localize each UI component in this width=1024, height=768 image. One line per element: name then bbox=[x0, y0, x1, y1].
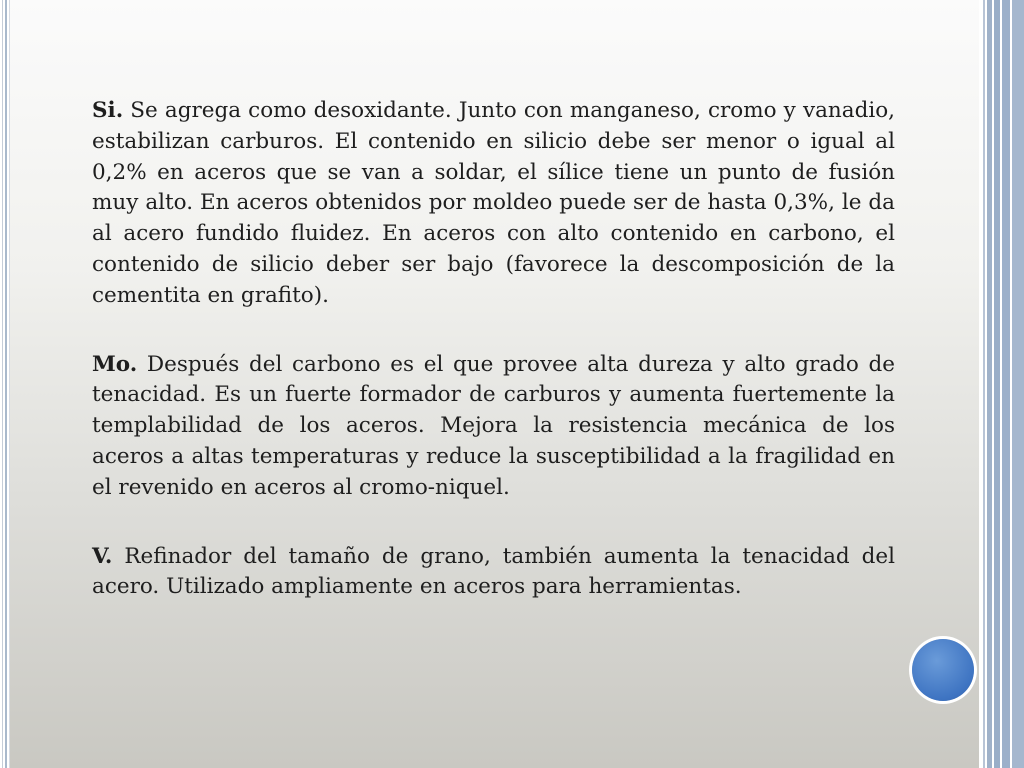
paragraph-text: Después del carbono es el que provee alta dureza y alto grado de tenacidad. Es un fuerte formador de carburos y aumenta fuertemente la templabilidad de los aceros. Mejora la resistencia mecánica de los aceros a altas temperaturas y reduce la susceptibilidad a la fragilidad en el revenido en aceros al cromo-niquel. bbox=[92, 351, 895, 500]
element-label: V. bbox=[92, 543, 113, 569]
paragraph-text: Se agrega como desoxidante. Junto con manganeso, cromo y vanadio, estabilizan carburos. El contenido en silicio debe ser menor o igual al 0,2% en aceros que se van a soldar, el sílice tiene un punto de fusión muy alto. En aceros obtenidos por moldeo puede ser de hasta 0,3%, le da al acero fundido fluidez. En aceros con alto contenido en carbono, el contenido de silicio deber ser bajo (favorece la descomposición de la cementita en grafito). bbox=[92, 98, 895, 308]
paragraph-si bbox=[92, 96, 895, 312]
left-decorative-border bbox=[0, 0, 12, 768]
element-label: Mo. bbox=[92, 351, 138, 377]
paragraph-v bbox=[92, 542, 895, 604]
paragraph-mo bbox=[92, 350, 895, 504]
right-decorative-border bbox=[979, 0, 1024, 768]
decorative-circle bbox=[912, 639, 974, 701]
paragraph-text: Refinador del tamaño de grano, también aumenta la tenacidad del acero. Utilizado ampliamente en aceros para herramientas. bbox=[92, 543, 895, 600]
slide-body bbox=[92, 96, 895, 641]
element-label: Si. bbox=[92, 98, 124, 123]
